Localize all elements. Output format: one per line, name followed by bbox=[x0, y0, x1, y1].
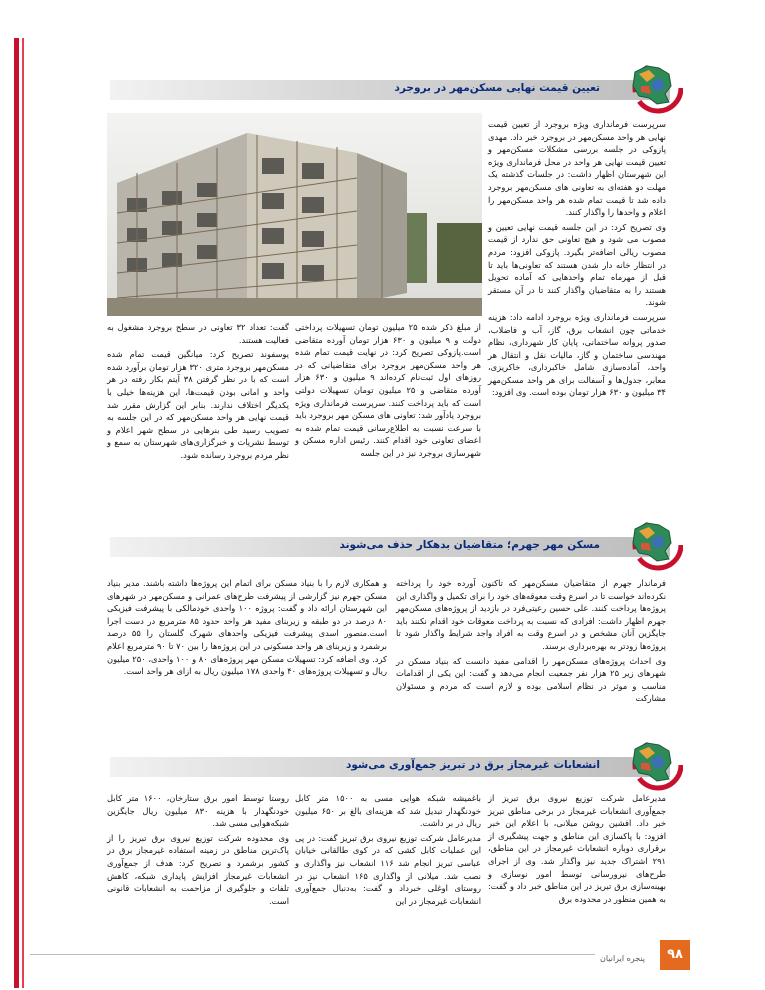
section-3-banner bbox=[110, 757, 670, 777]
iran-map-icon bbox=[625, 515, 683, 573]
paragraph: و همکاری لازم را با بنیاد مسکن برای اتمام این پروژه‌ها داشته باشند. مدیر بنیاد مسکن جهرم نیز گزارشی از پیشرفت طرح‌های عمرانی و مسکن‌مهر در شهرهای این شهرستان ارائه داد و گفت: پروژه ۱۰۰ واحدی خودمالکی با پیشرفت فیزیکی ۸۰ درصد در دو طبقه و زیربنای مفید هر واحد حدود ۸۵ مترمربع در دست اجرا است.منصور اسدی پیشرفت فیزیکی واحدهای شهرک گلستان را ۵۵ درصد برشمرد و زیربنای هر واحد مسکونی در این پروژه‌ها را بین ۷۰ تا ۹۰ مترمربع اعلام کرد. وی اضافه کرد: تسهیلات مسکن مهر پروژه‌های ۸۰ و ۱۰۰ واحدی، ۲۵۰ میلیون ریال و تسهیلات پروژه‌های ۴۰ واحدی ۱۷۸ میلیون ریال به ازای هر واحد است. bbox=[107, 578, 388, 677]
section-3-title: انشعابات غیرمجاز برق در تبریز جمع‌آوری می‌شود bbox=[345, 759, 600, 771]
page-number: ۹۸ bbox=[660, 940, 690, 970]
paragraph: وی محدوده شرکت توزیع نیروی برق تبریز را از پاک‌ترین مناطق در زمینه استفاده غیرمجاز برق در کشور برشمرد و تصریح کرد: هدف از جمع‌آوری انشعابات غیرمجاز افزایش پایداری شبکه، کاهش تلفات و جلوگیری از مزاحمت به انشعابات قانونی است. bbox=[107, 832, 289, 906]
paragraph: فرماندار جهرم از متقاضیان مسکن‌مهر که تاکنون آورده خود را پرداخته نکرده‌اند خواست تا در اسرع وقت معوقه‌های خود را برای تکمیل و واگذاری این پروژه‌ها پرداخت کنند. علی حسین رعیتی‌فرد در بازدید از پروژه‌های مسکن‌مهر جهرم اظهار داشت: افرادی که نسبت به پرداخت معوقات خود اقدام نکنند باید جایگزین آنان مشخص و در اسرع وقت به افراد واجد شرایط واگذار شود تا پروژه‌ها زودتر به بهره‌برداری برسند. bbox=[396, 578, 666, 651]
paragraph: وی احداث پروژه‌های مسکن‌مهر را اقدامی مفید دانست که بنیاد مسکن در شهرهای زیر ۲۵ هزار نفر جمعیت انجام می‌دهد و گفت: این یکی از اقدامات مناسب و موثر در نظام اسلامی بوده و لازم است که مردم و مسئولان مشارکت bbox=[396, 655, 667, 704]
footer-divider bbox=[30, 954, 595, 955]
paragraph: یوسفوند تصریح کرد: میانگین قیمت تمام شده مسکن‌مهر بروجرد متری ۳۲۰ هزار تومان برآورد شده است که با در نظر گرفتن ۳۸ آیتم بکار رفته در هر واحد و امانی بودن قیمت‌ها، این هزینه‌ها خیلی با یکدیگر اختلاف ندارند. بنابر این گزارش مقرر شد قیمت نهایی هر واحد مسکن‌مهر که در این جلسه به تصویب رسید طی بنرهایی در سطح شهر اعلام و توسط نشریات و خبرگزاری‌های شهرستان به سمع و نظر مردم بروجرد رسانده شود. bbox=[107, 349, 289, 460]
paragraph: وی تصریح کرد: در این جلسه قیمت نهایی تعیین و مصوب می شود و هیچ تعاونی حق ندارد از قیمت مصوب ریالی اضافه‌تر بگیرد. پازوکی افزود: مردم در انتظار خانه دار شدن هستند که تعاونی‌ها باید تا قبل از مهرماه تمام واحدهایی که آماده تحویل هستند را به متقاضیان واگذار کنند تا در آن مستقر شوند. bbox=[488, 221, 666, 308]
section-1-banner bbox=[110, 80, 670, 100]
building-construction-photo bbox=[107, 113, 482, 316]
paragraph: از مبلغ ذکر شده ۲۵ میلیون تومان تسهیلات پرداختی دولت و ۹ میلیون و ۶۳۰ هزار تومان آورده متقاضی است.پازوکی تصریح کرد: در نهایت قیمت تمام شده هر واحد مسکن‌مهر بروجرد برای متقاضیانی که در روزهای اول ثبت‌نام کرده‌اند ۹ میلیون و ۶۳۰ هزار آورده متقاضی و ۲۵ میلیون تومان تسهیلات دولتی است که باید پرداخت کنند. سرپرست فرمانداری ویژه بروجرد یادآور شد: تعاونی های مسکن مهر بروجرد باید با سرعت نسبت به اطلاع‌رسانی قیمت تمام شده به اعضای تعاونی خود اقدام کنند. رئیس اداره مسکن و شهرسازی بروجرد نیز در این جلسه bbox=[295, 322, 481, 458]
section-3-column-2 bbox=[295, 792, 481, 909]
paragraph: سرپرست فرمانداری ویژه بروجرد ادامه داد: هزینه خدماتی چون انشعاب برق، گاز، آب و فاضلاب، صدور پروانه ساختمانی، پایان کار شهرداری، نظام مهندسی ساختمان و گاز، مالیات نقل و انتقال هر واحد، آماده‌سازی شامل خاکبرداری، خاکریزی، معابر، جدول‌ها و آسفالت برای هر واحد مسکن‌مهر ۳۴ میلیون و ۶۳۰ هزار تومان بوده است. وی افزود: bbox=[488, 311, 666, 398]
paragraph: گفت: تعداد ۳۲ تعاونی در سطح بروجرد مشغول به فعالیت هستند. bbox=[107, 322, 289, 345]
section-2-banner bbox=[110, 537, 670, 557]
iran-map-icon bbox=[625, 58, 683, 116]
paragraph: مدیرعامل شرکت توزیع نیروی برق تبریز گفت: در پی این عملیات کابل کشی که در کوی طالقانی خیابان عباسی تبریز انجام شد ۱۱۶ انشعاب نیز واگذاری و نصب شد. میلانی از واگذاری ۱۶۵ انشعاب نیز در روستای اوغلی خبرداد و گفت: به‌دنبال جمع‌آوری انشعابات غیرمجاز در این bbox=[295, 832, 482, 906]
paragraph: سرپرست فرمانداری ویژه بروجرد از تعیین قیمت نهایی هر واحد مسکن‌مهر در بروجرد خبر داد. مهدی پازوکی در جلسه بررسی مشکلات مسکن‌مهر و تعیین قیمت نهایی هر واحد در محل فرمانداری ویژه این شهرستان اظهار داشت: در جلسات گذشته یک مهلت دو هفته‌ای به تعاونی های مسکن‌مهر بروجرد داده شد تا قیمت تمام شده هر واحد مسکن‌مهر را اعلام و واحدها را واگذار کنند. bbox=[488, 119, 666, 218]
left-margin-rule-thin bbox=[22, 38, 24, 988]
magazine-name: پنجره ایرانیان bbox=[600, 954, 645, 963]
section-2-column-2 bbox=[107, 577, 387, 680]
section-1-column-1 bbox=[488, 118, 666, 401]
left-margin-rule bbox=[14, 38, 19, 988]
paragraph: باغمیشه شبکه هوایی مسی به ۱۵۰۰ متر کابل خودنگهدار تبدیل شد که هزینه‌ای بالغ بر ۶۵۰ میلیون ریال در بر داشت. bbox=[295, 793, 482, 829]
paragraph: روستا توسط امور برق ستارخان، ۱۶۰۰ متر کابل خودنگهدار با هزینه ۸۳۰ میلیون ریال جایگزین شبکه‌هوایی مسی شد. bbox=[107, 793, 289, 829]
section-2-column-1 bbox=[396, 577, 666, 707]
section-1-title: تعیین قیمت نهایی مسکن‌مهر در بروجرد bbox=[394, 82, 600, 94]
section-3-column-1 bbox=[488, 792, 666, 907]
section-1-column-3 bbox=[107, 321, 289, 464]
paragraph: مدیرعامل شرکت توزیع نیروی برق تبریز از جمع‌آوری انشعابات غیرمجاز در برخی مناطق تبریز خبر داد. افشین روشن میلانی، با اعلام این خبر افزود: با پاکسازی این مناطق و جهت پیشگیری از برقراری دوباره انشعابات غیرمجاز در این مناطق، ۲۹۱ اشتراک جدید نیز واگذار شد. وی از اجرای طرح‌های نیرورسانی توسط امور نوسازی و بهینه‌سازی برق تبریز در این مناطق خبر داد و گفت: به همین منظور در محدوده برق bbox=[488, 793, 666, 904]
iran-map-icon bbox=[625, 735, 683, 793]
section-1-column-2 bbox=[295, 321, 481, 462]
section-2-title: مسکن مهر جهرم؛ متقاضیان بدهکار حذف می‌شوند bbox=[339, 539, 600, 551]
section-3-column-3 bbox=[107, 792, 289, 909]
